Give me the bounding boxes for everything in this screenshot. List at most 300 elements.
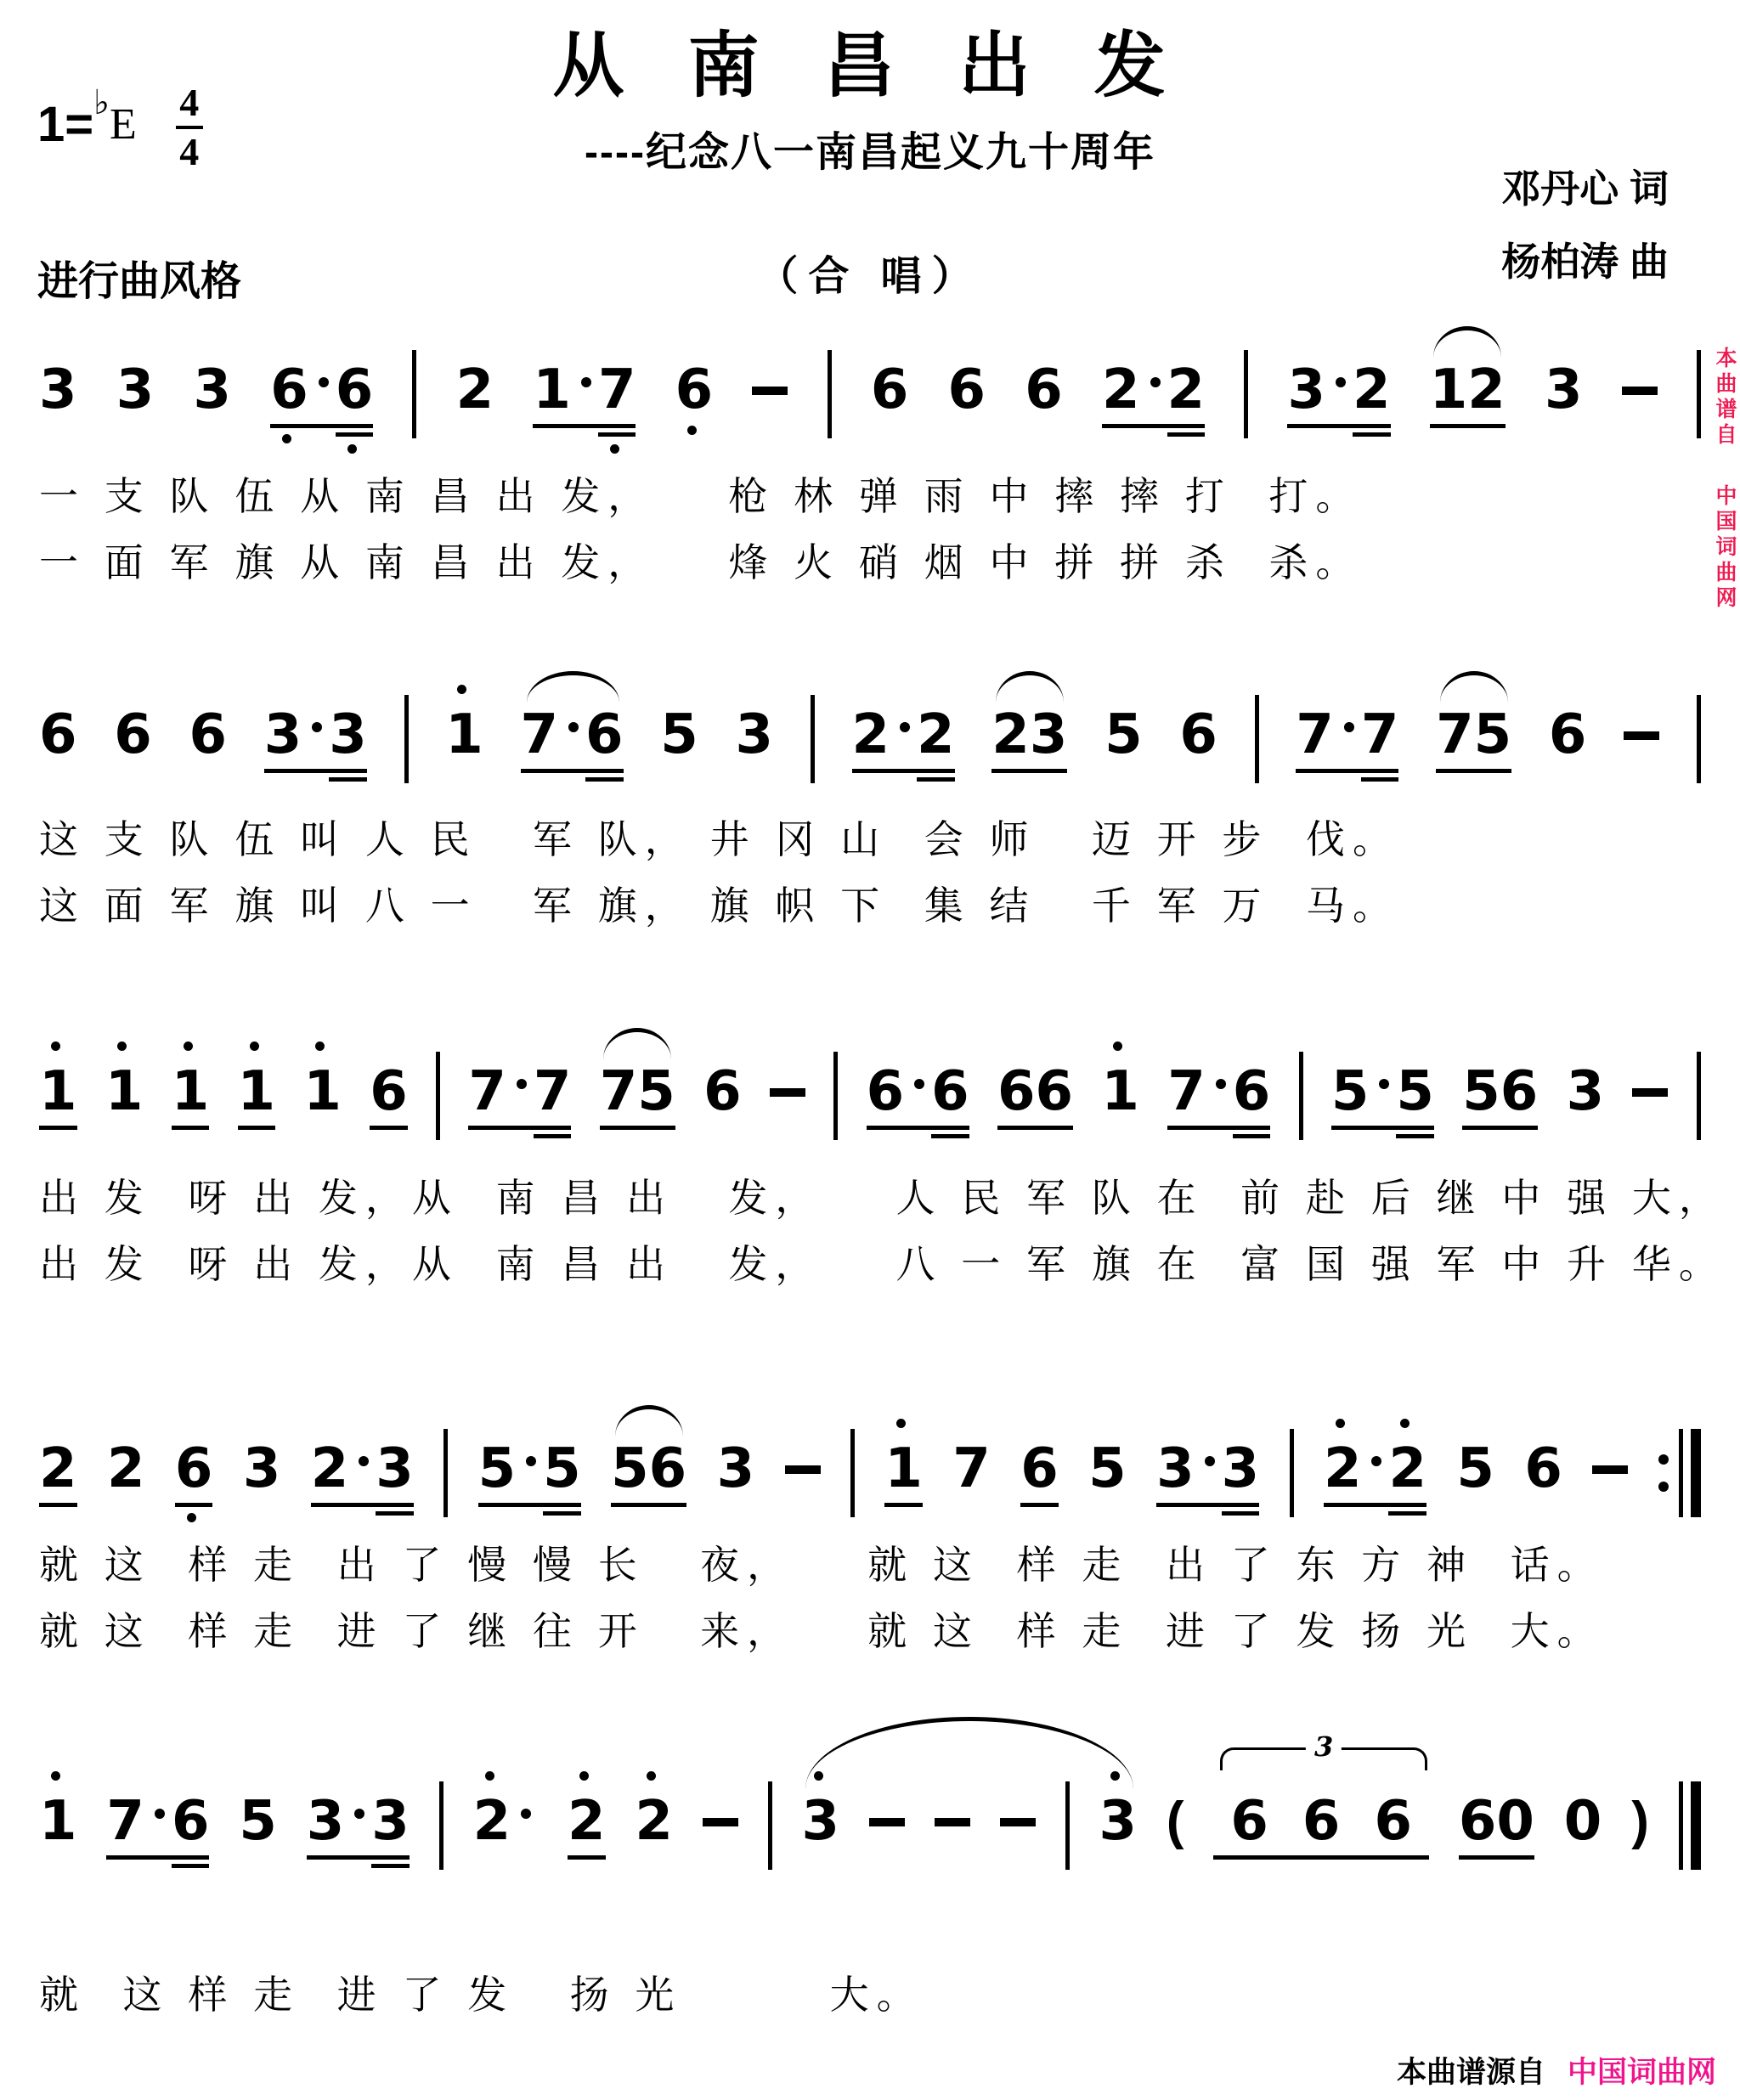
octave-dot-high xyxy=(457,685,466,694)
beam-underline xyxy=(1020,1503,1059,1507)
note-digit: 3 xyxy=(329,703,367,766)
note xyxy=(1396,1062,1434,1121)
note xyxy=(478,1439,544,1499)
note-digit: 7 xyxy=(1436,703,1474,766)
note-digit: 6 xyxy=(648,1437,687,1500)
note-digit: 3 xyxy=(193,358,231,421)
beam-group xyxy=(264,705,367,765)
note xyxy=(1564,1792,1602,1851)
beam-underline xyxy=(1167,424,1206,428)
note-digit: 7 xyxy=(520,703,559,766)
beam-underline xyxy=(1167,432,1206,437)
beam-underline xyxy=(376,1503,414,1507)
beam-group xyxy=(611,1439,686,1499)
note xyxy=(1331,1062,1397,1121)
note xyxy=(1088,1439,1127,1499)
note-digit: 2 xyxy=(567,1790,606,1853)
note-digit: 3 xyxy=(116,358,155,421)
beam-underline xyxy=(917,769,955,773)
beam-underline xyxy=(329,777,367,782)
beam-underline xyxy=(1430,424,1468,428)
note-digit: 7 xyxy=(1296,703,1334,766)
note-digit: 6 xyxy=(270,358,308,421)
note-digit: 2 xyxy=(310,1437,349,1500)
beam-underline xyxy=(1222,1511,1260,1516)
beam-underline xyxy=(568,1855,606,1860)
note xyxy=(473,1792,539,1851)
note-digit: 6 xyxy=(675,358,714,421)
beam-group xyxy=(1430,360,1506,420)
meter-denominator: 4 xyxy=(179,130,200,173)
note xyxy=(116,360,155,420)
dot-after-note xyxy=(1216,1079,1226,1089)
note xyxy=(952,1439,991,1499)
composer-credit: 杨柏涛 曲 xyxy=(1501,240,1669,284)
beam-underline xyxy=(478,1503,544,1507)
beam-underline xyxy=(1296,769,1361,773)
note-digit: 7 xyxy=(468,1060,506,1123)
note-digit: 2 xyxy=(1353,358,1391,421)
octave-dot-low xyxy=(610,444,619,454)
note-digit: 1 xyxy=(533,358,571,421)
beam-underline xyxy=(1287,424,1353,428)
beam-group xyxy=(1324,1439,1426,1499)
notes-row notes-row-4 xyxy=(39,1436,1701,1499)
beam-group xyxy=(1287,360,1390,420)
note xyxy=(311,1439,376,1499)
note-digit: 6 xyxy=(1020,1437,1059,1500)
note xyxy=(189,705,228,765)
beam-group xyxy=(600,1062,675,1121)
lyric-line: 就 这 样 走 进 了 继 往 开 来， 就 这 样 走 进 了 发 扬 光 大。 xyxy=(39,1609,1604,1653)
note xyxy=(1156,1439,1222,1499)
note xyxy=(1496,1792,1534,1851)
note xyxy=(568,1792,606,1851)
duration-dash xyxy=(770,1088,805,1097)
note xyxy=(1036,1062,1074,1121)
beam-underline xyxy=(172,1864,210,1868)
lyricist-credit: 邓丹心 词 xyxy=(1501,167,1669,211)
beam-underline xyxy=(336,424,374,428)
dot-after-note xyxy=(312,722,322,732)
beam-underline xyxy=(917,777,955,782)
note-digit: 7 xyxy=(599,1060,638,1123)
note-digit: 3 xyxy=(263,703,302,766)
beam-underline xyxy=(1353,432,1391,437)
note-digit: 1 xyxy=(237,1060,276,1123)
note-digit: 6 xyxy=(947,358,986,421)
lyric-line: 就 这 样 走 进 了 发 扬 光 大。 xyxy=(39,1973,924,2017)
note xyxy=(39,360,77,420)
beam-group xyxy=(1331,1062,1434,1121)
duration-dash xyxy=(935,1818,970,1826)
note xyxy=(1357,1792,1429,1851)
note xyxy=(736,705,774,765)
note-digit: 5 xyxy=(1473,703,1512,766)
beam-underline xyxy=(336,432,374,437)
note-digit: 6 xyxy=(997,1060,1036,1123)
note-digit: 0 xyxy=(1563,1790,1602,1853)
beam-underline xyxy=(311,1503,376,1507)
dot-after-note xyxy=(155,1809,165,1819)
note-digit: 3 xyxy=(1156,1437,1195,1500)
beam-underline xyxy=(991,769,1030,773)
dot-after-note xyxy=(521,1809,531,1819)
notes-row notes-row-2 xyxy=(39,702,1701,765)
watermark-line1: 本曲谱自 xyxy=(1713,347,1737,449)
note-digit: 2 xyxy=(917,703,955,766)
barline xyxy=(1290,1429,1294,1517)
note xyxy=(521,705,586,765)
note xyxy=(39,1062,77,1121)
note xyxy=(1222,1439,1260,1499)
lyric-line: 这 支 队 伍 叫 人 民 军 队， 井 冈 山 会 师 迈 开 步 伐。 xyxy=(39,817,1399,861)
dedication-subtitle: ----纪念八一南昌起义九十周年 xyxy=(585,130,1155,175)
note-digit: 2 xyxy=(635,1790,673,1853)
note xyxy=(336,360,374,420)
note-digit: 1 xyxy=(303,1060,342,1123)
note-digit: 5 xyxy=(1396,1060,1434,1123)
beam-group xyxy=(106,1792,209,1851)
note-digit: 7 xyxy=(533,1060,572,1123)
key-do: 1= xyxy=(37,97,94,152)
dot-after-note xyxy=(1371,1456,1381,1466)
note-digit: 6 xyxy=(1524,1437,1562,1500)
note xyxy=(1099,1792,1137,1851)
barline xyxy=(1065,1781,1070,1870)
beam-group xyxy=(997,1062,1073,1121)
note-digit: 6 xyxy=(114,703,152,766)
triplet-bracket xyxy=(1220,1730,1427,1770)
octave-dot-high xyxy=(579,1771,589,1781)
barline xyxy=(850,1429,855,1517)
note xyxy=(39,705,77,765)
beam-underline xyxy=(468,1126,534,1130)
dot-after-note xyxy=(526,1456,536,1466)
note-digit: 6 xyxy=(39,703,77,766)
beam-underline xyxy=(852,769,918,773)
barline xyxy=(811,695,815,783)
note-digit: 6 xyxy=(1548,703,1587,766)
note xyxy=(1456,1439,1494,1499)
note xyxy=(1353,360,1391,420)
source-site-link[interactable]: 中国词曲网 xyxy=(1567,2056,1716,2089)
note xyxy=(1361,705,1399,765)
note xyxy=(456,360,494,420)
note xyxy=(1436,705,1474,765)
note-digit: 6 xyxy=(1025,358,1063,421)
beam-underline xyxy=(172,1855,210,1860)
beam-underline xyxy=(600,1126,638,1130)
note-digit: 3 xyxy=(716,1437,755,1500)
barline xyxy=(1244,350,1248,438)
note xyxy=(533,360,598,420)
beam-underline xyxy=(884,1503,923,1507)
barline xyxy=(768,1781,772,1870)
note-digit: 6 xyxy=(1500,1060,1539,1123)
duration-dash xyxy=(752,387,788,395)
note xyxy=(114,705,152,765)
beam-underline xyxy=(1467,424,1506,428)
note-digit: 2 xyxy=(1167,358,1206,421)
note xyxy=(931,1062,969,1121)
beam-group xyxy=(307,1792,410,1851)
beam-underline xyxy=(1500,1126,1539,1130)
note-digit: 6 xyxy=(171,1790,210,1853)
note-digit: 2 xyxy=(1388,1437,1426,1500)
note-digit: 1 xyxy=(171,1060,210,1123)
note-digit: 3 xyxy=(735,703,774,766)
note xyxy=(717,1439,755,1499)
barline xyxy=(1299,1052,1303,1140)
note-digit: 3 xyxy=(1029,703,1068,766)
notes-row notes-row-1 xyxy=(39,357,1701,420)
note-digit: 3 xyxy=(39,358,77,421)
duration-dash xyxy=(785,1465,821,1474)
note-digit: 6 xyxy=(174,1437,213,1500)
beam-underline xyxy=(521,769,586,773)
note-digit: 3 xyxy=(1099,1790,1137,1853)
note xyxy=(543,1439,581,1499)
note-digit: 3 xyxy=(1545,358,1583,421)
note-digit: 5 xyxy=(1088,1437,1127,1500)
barline xyxy=(1255,695,1259,783)
note-digit: 7 xyxy=(597,358,636,421)
note xyxy=(303,1062,342,1121)
beam-group xyxy=(852,705,955,765)
beam-underline xyxy=(371,1855,410,1860)
octave-dot-low xyxy=(347,444,357,454)
note-digit: 2 xyxy=(851,703,890,766)
beam-group xyxy=(468,1062,571,1121)
thick-barline xyxy=(1691,1429,1701,1517)
note-digit: 3 xyxy=(1566,1060,1605,1123)
beam-underline xyxy=(238,1126,276,1130)
beam-underline xyxy=(611,1503,649,1507)
note-digit: 1 xyxy=(39,1060,77,1123)
beam-underline xyxy=(1285,1855,1358,1860)
beam-underline xyxy=(175,1503,213,1507)
notes-row notes-row-5 xyxy=(39,1788,1701,1851)
octave-dot-high xyxy=(51,1771,60,1781)
note-digit: 5 xyxy=(543,1437,581,1500)
beam-underline xyxy=(931,1126,969,1130)
octave-dot-high xyxy=(1336,1419,1345,1428)
note-digit: 1 xyxy=(445,703,483,766)
note xyxy=(635,1792,673,1851)
lyric-line: 就 这 样 走 出 了 慢 慢 长 夜， 就 这 样 走 出 了 东 方 神 话。 xyxy=(39,1543,1604,1587)
lyric-line: 一 面 军 旗 从 南 昌 出 发， 烽 火 硝 烟 中 拼 拼 杀 杀。 xyxy=(39,540,1363,584)
barline xyxy=(443,1429,448,1517)
barline xyxy=(404,695,409,783)
thick-barline xyxy=(1691,1781,1701,1870)
beam-group xyxy=(1462,1062,1538,1121)
beam-underline xyxy=(1496,1855,1534,1860)
beam-group xyxy=(270,360,373,420)
beam-underline xyxy=(534,1126,572,1130)
note-digit: 6 xyxy=(1179,703,1217,766)
note-digit: 3 xyxy=(376,1437,414,1500)
beam-underline xyxy=(598,432,636,437)
note-digit: 3 xyxy=(371,1790,410,1853)
dot-after-note xyxy=(1205,1456,1215,1466)
note xyxy=(1500,1062,1539,1121)
note xyxy=(270,360,336,420)
final-barline xyxy=(1679,1781,1701,1870)
side-watermark xyxy=(1709,347,1740,612)
note xyxy=(1459,1792,1497,1851)
note-digit: 6 xyxy=(1232,1060,1271,1123)
dot-after-note xyxy=(568,722,579,732)
note xyxy=(649,1439,687,1499)
beam-underline xyxy=(39,1503,77,1507)
octave-dot-high xyxy=(647,1771,656,1781)
beam-underline xyxy=(1388,1511,1426,1516)
note xyxy=(611,1439,649,1499)
dot-after-note xyxy=(900,722,910,732)
octave-dot-low xyxy=(687,426,697,435)
beam-underline xyxy=(543,1503,581,1507)
note xyxy=(1167,360,1206,420)
beam-underline xyxy=(172,1126,210,1130)
barline xyxy=(833,1052,838,1140)
duration-dash xyxy=(1592,1465,1628,1474)
beam-underline xyxy=(329,769,367,773)
note-digit: 6 xyxy=(335,358,374,421)
duration-dash xyxy=(703,1818,738,1826)
note xyxy=(867,1062,932,1121)
beam-underline xyxy=(1233,1126,1271,1130)
note-digit: 7 xyxy=(1167,1060,1206,1123)
octave-dot-high xyxy=(1400,1419,1410,1428)
note xyxy=(1296,705,1361,765)
beam-underline xyxy=(1233,1134,1271,1138)
beam-underline xyxy=(1361,777,1399,782)
note xyxy=(600,1062,638,1121)
beam-group xyxy=(1213,1792,1429,1851)
tempo-style-marking: 进行曲风格 xyxy=(37,259,242,304)
beam-underline xyxy=(1213,1855,1285,1860)
dot-after-note xyxy=(914,1079,924,1089)
beam-underline xyxy=(997,1126,1036,1130)
note-digit: 2 xyxy=(472,1790,511,1853)
note-digit: 2 xyxy=(1467,358,1506,421)
note xyxy=(1549,705,1587,765)
note-digit: 3 xyxy=(1221,1437,1260,1500)
beam-underline xyxy=(585,769,624,773)
note-digit: 5 xyxy=(1462,1060,1500,1123)
note-digit: 2 xyxy=(1102,358,1140,421)
lyric-line: 出 发 呀 出 发，从 南 昌 出 发， 人 民 军 队 在 前 赴 后 继 中 强 大， xyxy=(39,1176,1726,1220)
note xyxy=(948,360,986,420)
beam-underline xyxy=(533,424,598,428)
beam-underline xyxy=(1353,424,1391,428)
note xyxy=(637,1062,675,1121)
source-credit-prefix: 本曲谱源自 xyxy=(1396,2056,1545,2089)
note xyxy=(468,1062,534,1121)
barline xyxy=(1697,695,1701,783)
song-title: 从 南 昌 出 发 xyxy=(552,25,1188,105)
dot-after-note xyxy=(1336,377,1346,387)
note-digit: 6 xyxy=(1374,1790,1412,1853)
barline xyxy=(436,1052,440,1140)
dot-after-note xyxy=(517,1079,527,1089)
lyric-line: 出 发 呀 出 发，从 南 昌 出 发， 八 一 军 旗 在 富 国 强 军 中 升 华。 xyxy=(39,1242,1726,1286)
octave-dot-high xyxy=(896,1419,906,1428)
beam-underline xyxy=(1361,769,1399,773)
octave-dot-high xyxy=(184,1042,193,1051)
note xyxy=(871,360,909,420)
beam-group xyxy=(1156,1439,1259,1499)
note xyxy=(991,705,1030,765)
beam-underline xyxy=(649,1503,687,1507)
beam-group xyxy=(867,1062,969,1121)
lyric-line: 一 支 队 伍 从 南 昌 出 发， 枪 林 弹 雨 中 摔 摔 打 打。 xyxy=(39,474,1363,518)
note-digit: 2 xyxy=(1323,1437,1362,1500)
note xyxy=(1285,1792,1358,1851)
note-digit: 7 xyxy=(1360,703,1399,766)
triplet-number: 3 xyxy=(1306,1731,1342,1762)
note-digit: 6 xyxy=(931,1060,969,1123)
note-digit: 5 xyxy=(1330,1060,1370,1123)
dot-after-note xyxy=(1150,377,1161,387)
note xyxy=(997,1062,1036,1121)
beam-group xyxy=(991,705,1067,765)
source-credit xyxy=(1397,2049,1716,2092)
beam-underline xyxy=(637,1126,675,1130)
thin-barline xyxy=(1679,1429,1683,1517)
note xyxy=(1102,360,1167,420)
octave-dot-low xyxy=(187,1513,196,1522)
beam-underline xyxy=(867,1126,932,1130)
note xyxy=(660,705,698,765)
note xyxy=(105,1062,144,1121)
beam-group xyxy=(1459,1792,1534,1851)
barline xyxy=(1697,350,1701,438)
dot-after-note xyxy=(1344,722,1354,732)
beam-underline xyxy=(1324,1503,1389,1507)
duration-dash xyxy=(1000,1818,1036,1826)
note-digit: 5 xyxy=(637,1060,675,1123)
note xyxy=(107,1439,145,1499)
note xyxy=(1167,1062,1233,1121)
note-digit: 5 xyxy=(239,1790,277,1853)
close-parenthesis: ) xyxy=(1631,1792,1649,1850)
note xyxy=(1545,360,1583,420)
dot-after-note xyxy=(359,1456,369,1466)
beam-underline xyxy=(371,1864,410,1868)
note xyxy=(1030,705,1068,765)
beam-underline xyxy=(1474,769,1512,773)
beam-group xyxy=(311,1439,414,1499)
note xyxy=(1430,360,1468,420)
note xyxy=(307,1792,372,1851)
note xyxy=(1287,360,1353,420)
beam-underline xyxy=(931,1134,969,1138)
beam-underline xyxy=(534,1134,572,1138)
note-digit: 6 xyxy=(870,358,909,421)
note xyxy=(1104,705,1143,765)
beam-underline xyxy=(1030,769,1068,773)
note-digit: 3 xyxy=(1287,358,1326,421)
lyric-line: 这 面 军 旗 叫 八 一 军 旗， 旗 帜 下 集 结 千 军 万 马。 xyxy=(39,883,1399,928)
note-digit: 3 xyxy=(801,1790,840,1853)
beam-underline xyxy=(543,1511,581,1516)
repeat-dots xyxy=(1658,1454,1669,1492)
beam-underline xyxy=(106,1855,172,1860)
note xyxy=(1462,1062,1500,1121)
note xyxy=(1213,1792,1285,1851)
